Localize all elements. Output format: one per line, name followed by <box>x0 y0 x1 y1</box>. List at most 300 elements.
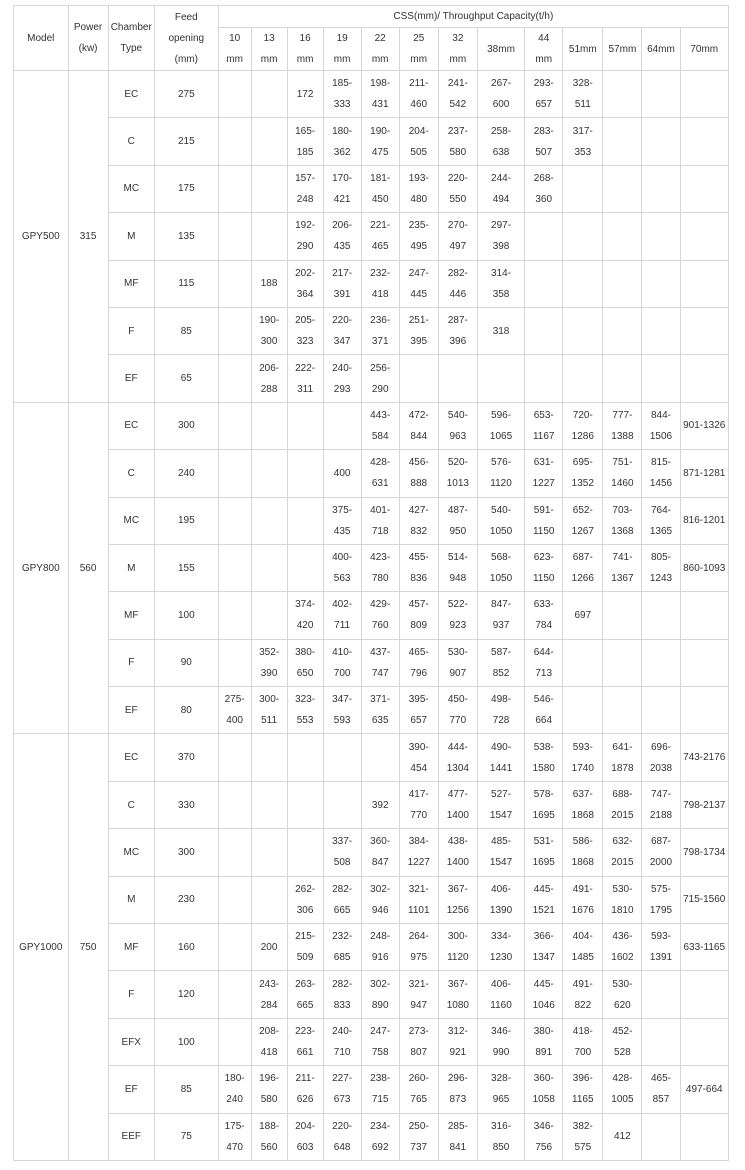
capacity-cell: 232- 685 <box>323 924 361 971</box>
css-column-header: 16 mm <box>287 28 323 71</box>
capacity-cell <box>251 829 287 876</box>
capacity-cell: 165- 185 <box>287 118 323 165</box>
capacity-cell <box>218 213 251 260</box>
table-row <box>14 355 729 402</box>
table-row <box>14 1066 729 1113</box>
capacity-cell: 200 <box>251 924 287 971</box>
capacity-cell: 302- 946 <box>361 876 399 923</box>
chamber-type-cell: EC <box>108 402 154 449</box>
capacity-cell <box>642 687 680 734</box>
capacity-cell: 423- 780 <box>361 544 399 591</box>
capacity-cell: 428- 631 <box>361 450 399 497</box>
capacity-cell: 193- 480 <box>399 165 438 212</box>
capacity-cell: 260- 765 <box>399 1066 438 1113</box>
chamber-type-cell: EEF <box>108 1113 154 1160</box>
capacity-cell: 366- 1347 <box>525 924 563 971</box>
capacity-cell: 777- 1388 <box>603 402 642 449</box>
capacity-cell <box>603 71 642 118</box>
capacity-cell: 217- 391 <box>323 260 361 307</box>
capacity-cell: 531- 1695 <box>525 829 563 876</box>
capacity-cell: 316- 850 <box>477 1113 524 1160</box>
capacity-cell: 428- 1005 <box>603 1066 642 1113</box>
capacity-cell: 170- 421 <box>323 165 361 212</box>
capacity-cell: 328- 511 <box>563 71 603 118</box>
capacity-cell <box>251 213 287 260</box>
capacity-cell: 400- 563 <box>323 544 361 591</box>
feed-opening-cell: 115 <box>154 260 218 307</box>
capacity-cell <box>603 687 642 734</box>
capacity-cell: 687- 1266 <box>563 544 603 591</box>
capacity-cell <box>323 781 361 828</box>
capacity-cell: 282- 833 <box>323 971 361 1018</box>
table-row <box>14 450 729 497</box>
chamber-type-header: Chamber Type <box>108 6 154 71</box>
capacity-cell: 540- 1050 <box>477 497 524 544</box>
table-row <box>14 829 729 876</box>
capacity-cell: 406- 1160 <box>477 971 524 1018</box>
table-row <box>14 260 729 307</box>
capacity-cell: 371- 635 <box>361 687 399 734</box>
capacity-cell <box>642 971 680 1018</box>
capacity-cell: 576- 1120 <box>477 450 524 497</box>
capacity-cell <box>251 781 287 828</box>
capacity-cell: 247- 445 <box>399 260 438 307</box>
capacity-cell: 406- 1390 <box>477 876 524 923</box>
capacity-cell <box>287 829 323 876</box>
table-row <box>14 876 729 923</box>
capacity-cell: 860-1093 <box>680 544 729 591</box>
capacity-cell <box>680 71 729 118</box>
capacity-cell: 445- 1046 <box>525 971 563 1018</box>
capacity-cell: 346- 756 <box>525 1113 563 1160</box>
capacity-cell: 250- 737 <box>399 1113 438 1160</box>
capacity-cell: 256- 290 <box>361 355 399 402</box>
capacity-cell: 367- 1080 <box>438 971 477 1018</box>
capacity-cell: 644- 713 <box>525 639 563 686</box>
capacity-cell: 346- 990 <box>477 1018 524 1065</box>
chamber-type-cell: EF <box>108 355 154 402</box>
feed-opening-cell: 230 <box>154 876 218 923</box>
capacity-cell <box>680 355 729 402</box>
feed-opening-cell: 90 <box>154 639 218 686</box>
capacity-cell: 637- 1868 <box>563 781 603 828</box>
chamber-type-cell: M <box>108 544 154 591</box>
feed-opening-cell: 155 <box>154 544 218 591</box>
table-row <box>14 71 729 118</box>
capacity-cell <box>218 355 251 402</box>
capacity-cell <box>680 687 729 734</box>
capacity-cell <box>642 355 680 402</box>
feed-opening-cell: 300 <box>154 402 218 449</box>
capacity-cell: 244- 494 <box>477 165 524 212</box>
capacity-cell: 703- 1368 <box>603 497 642 544</box>
capacity-cell: 282- 446 <box>438 260 477 307</box>
capacity-cell: 429- 760 <box>361 592 399 639</box>
capacity-cell: 653- 1167 <box>525 402 563 449</box>
capacity-cell: 374- 420 <box>287 592 323 639</box>
table-row <box>14 497 729 544</box>
capacity-cell: 456- 888 <box>399 450 438 497</box>
capacity-cell: 527- 1547 <box>477 781 524 828</box>
css-column-header: 51mm <box>563 28 603 71</box>
capacity-cell <box>323 734 361 781</box>
capacity-cell <box>642 213 680 260</box>
table-row <box>14 639 729 686</box>
capacity-cell <box>680 639 729 686</box>
capacity-cell <box>680 1113 729 1160</box>
capacity-cell <box>218 971 251 1018</box>
capacity-cell: 490- 1441 <box>477 734 524 781</box>
capacity-cell: 237- 580 <box>438 118 477 165</box>
capacity-cell: 258- 638 <box>477 118 524 165</box>
chamber-type-cell: C <box>108 781 154 828</box>
capacity-cell: 241- 542 <box>438 71 477 118</box>
table-row <box>14 924 729 971</box>
capacity-cell: 175- 470 <box>218 1113 251 1160</box>
capacity-cell: 215- 509 <box>287 924 323 971</box>
model-header: Model <box>14 6 69 71</box>
css-column-header: 57mm <box>603 28 642 71</box>
capacity-cell: 380- 650 <box>287 639 323 686</box>
capacity-cell: 487- 950 <box>438 497 477 544</box>
capacity-cell <box>680 260 729 307</box>
capacity-cell: 465- 796 <box>399 639 438 686</box>
capacity-cell <box>603 260 642 307</box>
css-column-header: 44 mm <box>525 28 563 71</box>
capacity-cell: 443- 584 <box>361 402 399 449</box>
capacity-cell <box>218 118 251 165</box>
capacity-cell: 285- 841 <box>438 1113 477 1160</box>
capacity-cell: 410- 700 <box>323 639 361 686</box>
capacity-cell: 568- 1050 <box>477 544 524 591</box>
capacity-cell: 190- 300 <box>251 307 287 354</box>
capacity-cell: 400 <box>323 450 361 497</box>
capacity-cell: 318 <box>477 307 524 354</box>
capacity-cell: 472- 844 <box>399 402 438 449</box>
capacity-cell: 220- 550 <box>438 165 477 212</box>
capacity-cell: 452- 528 <box>603 1018 642 1065</box>
capacity-cell: 395- 657 <box>399 687 438 734</box>
capacity-cell <box>642 165 680 212</box>
capacity-cell: 764- 1365 <box>642 497 680 544</box>
capacity-cell: 181- 450 <box>361 165 399 212</box>
feed-opening-cell: 240 <box>154 450 218 497</box>
capacity-cell: 815- 1456 <box>642 450 680 497</box>
capacity-cell <box>251 118 287 165</box>
capacity-cell: 530- 620 <box>603 971 642 1018</box>
capacity-cell: 384- 1227 <box>399 829 438 876</box>
capacity-cell: 222- 311 <box>287 355 323 402</box>
capacity-cell: 741- 1367 <box>603 544 642 591</box>
capacity-cell <box>603 213 642 260</box>
chamber-type-cell: M <box>108 876 154 923</box>
feed-opening-cell: 75 <box>154 1113 218 1160</box>
capacity-cell: 262- 306 <box>287 876 323 923</box>
chamber-type-cell: MF <box>108 924 154 971</box>
capacity-cell: 180- 240 <box>218 1066 251 1113</box>
capacity-cell <box>563 355 603 402</box>
capacity-cell: 264- 975 <box>399 924 438 971</box>
capacity-cell: 297- 398 <box>477 213 524 260</box>
capacity-cell: 312- 921 <box>438 1018 477 1065</box>
capacity-cell: 208- 418 <box>251 1018 287 1065</box>
capacity-cell: 206- 435 <box>323 213 361 260</box>
capacity-cell <box>251 71 287 118</box>
capacity-cell: 243- 284 <box>251 971 287 1018</box>
capacity-cell: 437- 747 <box>361 639 399 686</box>
capacity-cell <box>251 734 287 781</box>
capacity-cell: 321- 1101 <box>399 876 438 923</box>
capacity-cell: 596- 1065 <box>477 402 524 449</box>
model-cell: GPY1000 <box>14 734 69 1161</box>
capacity-cell: 390- 454 <box>399 734 438 781</box>
capacity-cell: 206- 288 <box>251 355 287 402</box>
capacity-cell: 587- 852 <box>477 639 524 686</box>
capacity-cell <box>218 781 251 828</box>
capacity-cell: 847- 937 <box>477 592 524 639</box>
capacity-cell: 623- 1150 <box>525 544 563 591</box>
capacity-cell: 632- 2015 <box>603 829 642 876</box>
capacity-cell: 172 <box>287 71 323 118</box>
chamber-type-cell: MF <box>108 592 154 639</box>
chamber-type-cell: EC <box>108 734 154 781</box>
capacity-cell: 317- 353 <box>563 118 603 165</box>
capacity-cell: 591- 1150 <box>525 497 563 544</box>
feed-opening-cell: 120 <box>154 971 218 1018</box>
feed-opening-cell: 300 <box>154 829 218 876</box>
capacity-cell: 268- 360 <box>525 165 563 212</box>
capacity-cell <box>642 592 680 639</box>
model-cell: GPY500 <box>14 71 69 403</box>
capacity-cell <box>525 260 563 307</box>
chamber-type-cell: EF <box>108 687 154 734</box>
capacity-spec-table <box>13 5 729 1161</box>
capacity-cell: 401- 718 <box>361 497 399 544</box>
capacity-cell: 240- 710 <box>323 1018 361 1065</box>
capacity-cell: 328- 965 <box>477 1066 524 1113</box>
capacity-cell <box>563 213 603 260</box>
power-cell: 750 <box>68 734 108 1161</box>
capacity-cell <box>287 450 323 497</box>
capacity-cell: 715-1560 <box>680 876 729 923</box>
capacity-cell: 798-2137 <box>680 781 729 828</box>
capacity-cell: 190- 475 <box>361 118 399 165</box>
capacity-cell <box>287 544 323 591</box>
table-row <box>14 1113 729 1160</box>
capacity-cell <box>218 876 251 923</box>
capacity-cell: 360- 1058 <box>525 1066 563 1113</box>
css-column-header: 32 mm <box>438 28 477 71</box>
chamber-type-cell: MF <box>108 260 154 307</box>
capacity-cell <box>251 497 287 544</box>
capacity-cell: 185- 333 <box>323 71 361 118</box>
capacity-cell: 798-1734 <box>680 829 729 876</box>
capacity-cell: 267- 600 <box>477 71 524 118</box>
capacity-cell <box>251 165 287 212</box>
capacity-cell: 392 <box>361 781 399 828</box>
capacity-cell: 273- 807 <box>399 1018 438 1065</box>
capacity-cell: 227- 673 <box>323 1066 361 1113</box>
capacity-cell <box>603 639 642 686</box>
capacity-cell: 688- 2015 <box>603 781 642 828</box>
capacity-cell: 360- 847 <box>361 829 399 876</box>
capacity-cell: 247- 758 <box>361 1018 399 1065</box>
capacity-cell: 198- 431 <box>361 71 399 118</box>
capacity-cell <box>218 639 251 686</box>
table-row <box>14 592 729 639</box>
table-row <box>14 118 729 165</box>
feed-opening-cell: 85 <box>154 1066 218 1113</box>
chamber-type-cell: MC <box>108 497 154 544</box>
table-row <box>14 971 729 1018</box>
chamber-type-cell: C <box>108 450 154 497</box>
capacity-cell: 240- 293 <box>323 355 361 402</box>
capacity-cell <box>287 734 323 781</box>
capacity-cell <box>218 592 251 639</box>
css-column-header: 22 mm <box>361 28 399 71</box>
table-row <box>14 213 729 260</box>
capacity-cell <box>642 118 680 165</box>
capacity-cell: 641- 1878 <box>603 734 642 781</box>
capacity-cell <box>287 781 323 828</box>
capacity-cell <box>563 687 603 734</box>
feed-opening-cell: 160 <box>154 924 218 971</box>
capacity-cell: 238- 715 <box>361 1066 399 1113</box>
capacity-cell: 444- 1304 <box>438 734 477 781</box>
model-cell: GPY800 <box>14 402 69 734</box>
capacity-cell: 455- 836 <box>399 544 438 591</box>
power-header: Power (kw) <box>68 6 108 71</box>
capacity-cell <box>603 307 642 354</box>
capacity-cell: 382- 575 <box>563 1113 603 1160</box>
capacity-cell <box>563 260 603 307</box>
capacity-cell: 530- 1810 <box>603 876 642 923</box>
feed-opening-cell: 370 <box>154 734 218 781</box>
feed-opening-cell: 100 <box>154 1018 218 1065</box>
capacity-cell: 404- 1485 <box>563 924 603 971</box>
capacity-cell: 283- 507 <box>525 118 563 165</box>
capacity-cell: 450- 770 <box>438 687 477 734</box>
capacity-cell: 287- 396 <box>438 307 477 354</box>
capacity-cell <box>287 402 323 449</box>
capacity-cell <box>251 402 287 449</box>
capacity-cell <box>680 307 729 354</box>
capacity-cell: 211- 626 <box>287 1066 323 1113</box>
feed-opening-cell: 175 <box>154 165 218 212</box>
chamber-type-cell: EC <box>108 71 154 118</box>
chamber-type-cell: MC <box>108 829 154 876</box>
capacity-cell: 485- 1547 <box>477 829 524 876</box>
capacity-cell: 234- 692 <box>361 1113 399 1160</box>
feed-opening-cell: 100 <box>154 592 218 639</box>
capacity-cell <box>680 1018 729 1065</box>
capacity-cell: 805- 1243 <box>642 544 680 591</box>
capacity-cell: 631- 1227 <box>525 450 563 497</box>
capacity-cell: 202- 364 <box>287 260 323 307</box>
power-cell: 560 <box>68 402 108 734</box>
capacity-cell <box>680 118 729 165</box>
capacity-cell: 538- 1580 <box>525 734 563 781</box>
capacity-cell <box>642 71 680 118</box>
capacity-cell: 427- 832 <box>399 497 438 544</box>
capacity-cell: 633- 784 <box>525 592 563 639</box>
capacity-cell: 418- 700 <box>563 1018 603 1065</box>
table-row <box>14 544 729 591</box>
capacity-cell: 314- 358 <box>477 260 524 307</box>
capacity-cell <box>251 544 287 591</box>
capacity-cell: 491- 1676 <box>563 876 603 923</box>
capacity-cell: 157- 248 <box>287 165 323 212</box>
capacity-cell: 204- 505 <box>399 118 438 165</box>
capacity-cell: 540- 963 <box>438 402 477 449</box>
capacity-cell <box>251 876 287 923</box>
feed-opening-cell: 330 <box>154 781 218 828</box>
capacity-cell <box>680 213 729 260</box>
capacity-cell: 367- 1256 <box>438 876 477 923</box>
capacity-cell: 248- 916 <box>361 924 399 971</box>
capacity-cell <box>287 497 323 544</box>
capacity-cell <box>642 1113 680 1160</box>
table-row <box>14 687 729 734</box>
chamber-type-cell: MC <box>108 165 154 212</box>
feed-opening-header: Feed opening (mm) <box>154 6 218 71</box>
capacity-cell: 204- 603 <box>287 1113 323 1160</box>
capacity-cell: 901-1326 <box>680 402 729 449</box>
capacity-cell: 251- 395 <box>399 307 438 354</box>
capacity-cell: 220- 347 <box>323 307 361 354</box>
capacity-cell: 593- 1740 <box>563 734 603 781</box>
capacity-cell: 347- 593 <box>323 687 361 734</box>
feed-opening-cell: 85 <box>154 307 218 354</box>
capacity-cell: 438- 1400 <box>438 829 477 876</box>
capacity-cell <box>642 1018 680 1065</box>
capacity-cell <box>525 355 563 402</box>
table-row <box>14 734 729 781</box>
capacity-cell <box>251 592 287 639</box>
css-column-header: 25 mm <box>399 28 438 71</box>
table-row <box>14 402 729 449</box>
capacity-cell: 522- 923 <box>438 592 477 639</box>
capacity-cell: 380- 891 <box>525 1018 563 1065</box>
capacity-cell: 491- 822 <box>563 971 603 1018</box>
capacity-cell <box>218 734 251 781</box>
capacity-cell: 497-664 <box>680 1066 729 1113</box>
capacity-cell: 263- 665 <box>287 971 323 1018</box>
capacity-cell: 578- 1695 <box>525 781 563 828</box>
capacity-cell: 196- 580 <box>251 1066 287 1113</box>
css-column-header: 19 mm <box>323 28 361 71</box>
capacity-cell: 236- 371 <box>361 307 399 354</box>
capacity-cell <box>680 592 729 639</box>
table-row <box>14 307 729 354</box>
capacity-cell <box>525 213 563 260</box>
capacity-cell: 223- 661 <box>287 1018 323 1065</box>
capacity-cell: 188 <box>251 260 287 307</box>
capacity-cell <box>251 450 287 497</box>
capacity-cell: 334- 1230 <box>477 924 524 971</box>
table-row <box>14 781 729 828</box>
capacity-cell: 720- 1286 <box>563 402 603 449</box>
capacity-cell <box>218 165 251 212</box>
power-cell: 315 <box>68 71 108 403</box>
capacity-cell <box>603 118 642 165</box>
capacity-cell <box>642 260 680 307</box>
capacity-cell: 844- 1506 <box>642 402 680 449</box>
capacity-cell <box>525 307 563 354</box>
chamber-type-cell: F <box>108 307 154 354</box>
capacity-cell: 188- 560 <box>251 1113 287 1160</box>
capacity-cell: 235- 495 <box>399 213 438 260</box>
